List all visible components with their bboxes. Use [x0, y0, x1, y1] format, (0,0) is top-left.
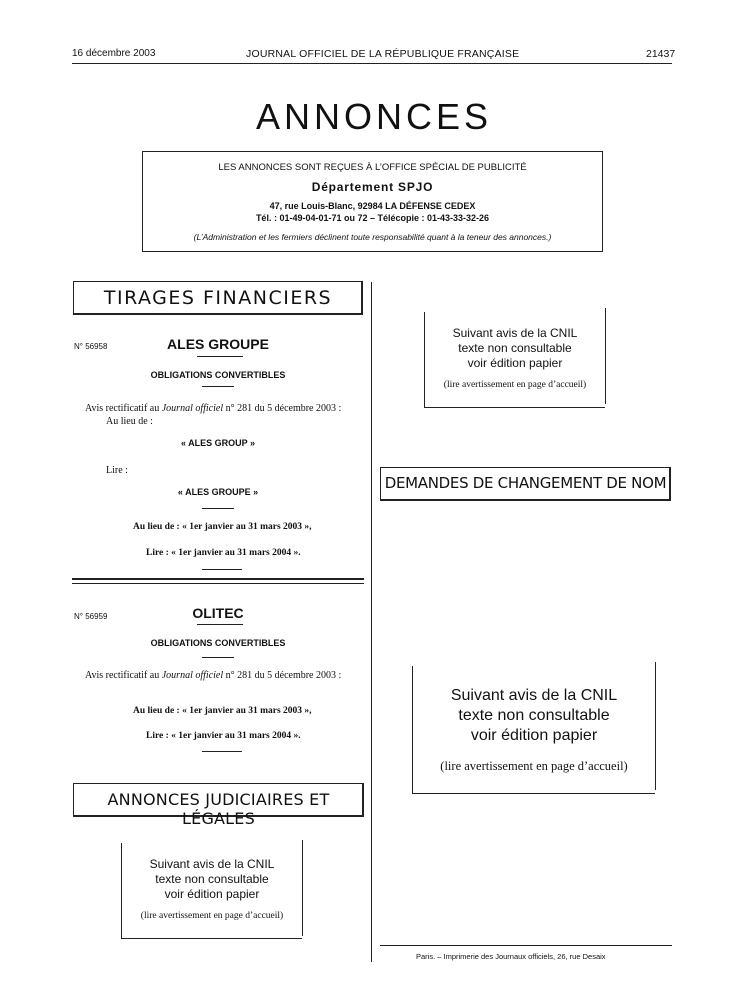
header-rule	[72, 63, 672, 64]
section-header-tirages	[73, 281, 363, 315]
cnil-line-2: texte non consultable	[155, 872, 269, 886]
au-lieu-de: Au lieu de :	[106, 416, 153, 427]
rule	[202, 569, 242, 570]
cnil-notice-box	[424, 312, 605, 408]
company-name: OLITEC	[192, 605, 244, 621]
rule	[202, 508, 234, 509]
new-name: « ALES GROUPE »	[177, 487, 259, 497]
cnil-notice-box	[412, 666, 655, 794]
cnil-note: (lire avertissement en page d’accueil)	[140, 911, 284, 921]
info-line-disclaimer: (L’Administration et les fermiers déclinent toute responsabilité quant à la teneur des annonces.)	[193, 232, 552, 242]
section-title-demandes: DEMANDES DE CHANGEMENT DE NOM	[384, 474, 667, 492]
footer-rule	[380, 945, 672, 946]
column-divider	[371, 282, 372, 962]
cnil-line-2: texte non consultable	[458, 707, 610, 724]
notice-number: N° 56958	[74, 342, 108, 351]
footer-imprint: Paris. – Imprimerie des Journaux officiels, 26, rue Desaix	[416, 952, 606, 961]
separator	[72, 578, 364, 580]
info-line-phone: Tél. : 01-49-04-01-71 ou 72 – Télécopie : 01-43-33-32-26	[255, 213, 490, 223]
avis-rectificatif: Avis rectificatif au Journal officiel n° 281 du 5 décembre 2003 :	[85, 403, 342, 414]
cnil-line-3: voir édition papier	[467, 356, 563, 370]
notice-subtitle: OBLIGATIONS CONVERTIBLES	[150, 370, 286, 380]
date-correction-old: Au lieu de : « 1er janvier au 31 mars 2003 »,	[133, 706, 312, 716]
avis-rectificatif: Avis rectificatif au Journal officiel n° 281 du 5 décembre 2003 :	[85, 670, 342, 681]
rule	[202, 751, 242, 752]
info-line-office: LES ANNONCES SONT REÇUES À L’OFFICE SPÉCIAL DE PUBLICITÉ	[218, 162, 527, 173]
rule	[202, 386, 234, 387]
company-name: ALES GROUPE	[167, 336, 269, 352]
header-date: 16 décembre 2003	[72, 48, 156, 59]
cnil-box-edge	[655, 662, 656, 790]
cnil-line-1: Suivant avis de la CNIL	[149, 857, 275, 871]
info-line-address: 47, rue Louis-Blanc, 92984 LA DÉFENSE CEDEX	[269, 201, 476, 211]
notice-number: N° 56959	[74, 612, 108, 621]
lire: Lire :	[106, 465, 128, 476]
info-line-department: Département SPJO	[311, 180, 434, 194]
cnil-notice-box	[121, 843, 302, 939]
section-header-judiciaires	[73, 783, 364, 828]
separator	[72, 583, 364, 584]
cnil-box-edge	[302, 840, 303, 936]
section-header-demandes	[380, 467, 671, 501]
date-correction-old: Au lieu de : « 1er janvier au 31 mars 2003 »,	[133, 522, 312, 532]
old-name: « ALES GROUP »	[180, 438, 256, 448]
page-title: ANNONCES	[255, 96, 493, 137]
cnil-line-3: voir édition papier	[470, 727, 598, 744]
rule	[202, 657, 234, 658]
cnil-line-2: texte non consultable	[458, 341, 572, 355]
header-page-number: 21437	[646, 48, 676, 60]
section-title-tirages: TIRAGES FINANCIERS	[103, 287, 333, 309]
cnil-note: (lire avertissement en page d’accueil)	[440, 759, 628, 773]
cnil-line-1: Suivant avis de la CNIL	[452, 326, 578, 340]
notice-subtitle: OBLIGATIONS CONVERTIBLES	[150, 638, 286, 648]
cnil-line-3: voir édition papier	[164, 887, 260, 901]
rule	[197, 356, 243, 357]
cnil-line-1: Suivant avis de la CNIL	[450, 687, 618, 704]
date-correction-new: Lire : « 1er janvier au 31 mars 2004 ».	[146, 548, 301, 558]
rule	[197, 624, 243, 625]
header-journal-title: JOURNAL OFFICIEL DE LA RÉPUBLIQUE FRANÇAISE	[246, 48, 520, 60]
date-correction-new: Lire : « 1er janvier au 31 mars 2004 ».	[146, 731, 301, 741]
info-box	[142, 151, 603, 252]
cnil-box-edge	[605, 308, 606, 404]
section-title-judiciaires: ANNONCES JUDICIAIRES ET LÉGALES	[107, 790, 330, 828]
cnil-note: (lire avertissement en page d’accueil)	[443, 380, 587, 390]
